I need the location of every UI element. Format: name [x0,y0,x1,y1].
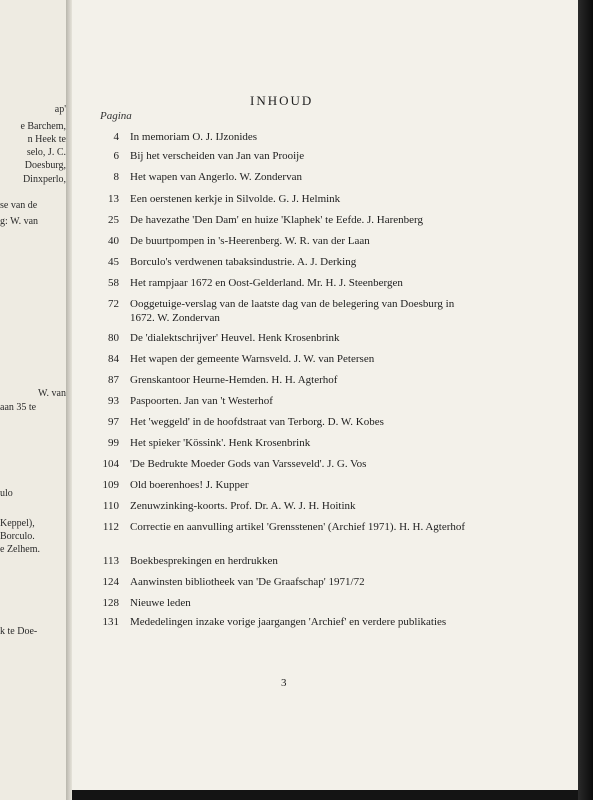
toc-entry [90,190,480,211]
toc-page-number: 25 [108,214,119,226]
toc-page-number: 58 [108,277,119,289]
toc-title: Het wapen der gemeente Warnsveld. J. W. van Petersen [130,353,375,365]
toc-entry [90,476,480,497]
toc-entry [90,455,480,476]
toc-title: Het rampjaar 1672 en Oost-Gelderland. Mr. H. J. Steenbergen [130,277,403,289]
facing-page-line: k te Doe- [0,626,38,637]
toc-page-number: 4 [113,131,119,143]
facing-page-line: Doesburg, [24,160,66,171]
toc-page-number: 84 [108,353,119,365]
toc-title: Mededelingen inzake vorige jaargangen 'Archief' en verdere publikaties [130,616,447,628]
toc-title: Een oerstenen kerkje in Silvolde. G. J. Helmink [130,193,341,205]
toc-title: Borculo's verdwenen tabaksindustrie. A. J. Derking [130,256,357,268]
toc-entry [90,329,480,350]
facing-page-line: se van de [0,200,38,211]
toc-entry [90,168,480,190]
toc-entry [90,274,480,295]
toc-entry [90,434,480,455]
facing-page-line: aan 35 te [0,402,37,413]
facing-page-line: e Barchem, [20,121,66,132]
toc-title: De 'dialektschrijver' Heuvel. Henk Krosenbrink [130,332,340,344]
toc-title: Grenskantoor Heurne-Hemden. H. H. Agterhof [130,374,338,386]
toc-page-number: 80 [108,332,119,344]
facing-page-line: Borculo. [0,531,35,542]
toc-page-number: 99 [108,437,119,449]
toc-title: Aanwinsten bibliotheek van 'De Graafschap' 1971/72 [130,576,365,588]
toc-entry [90,413,480,434]
page-heading: INHOUD [250,93,314,108]
toc-title: Correctie en aanvulling artikel 'Grensstenen' (Archief 1971). H. H. Agterhof [130,521,466,533]
toc-entry [90,128,480,147]
toc-entry [90,573,480,594]
toc-page-number: 93 [108,395,119,407]
toc-entry [90,497,480,518]
toc-title: Boekbesprekingen en herdrukken [130,555,278,567]
toc-page-number: 110 [102,500,119,512]
toc-title: De havezathe 'Den Dam' en huize 'Klaphek' te Eefde. J. Harenberg [130,214,423,226]
facing-page-line: Dinxperlo, [22,174,66,185]
toc-entry [90,232,480,253]
facing-page-line: W. van [38,388,66,399]
page-number: 3 [281,677,287,689]
facing-page-line: selo, J. C. [26,147,66,158]
toc-entry [90,253,480,274]
toc-title: De buurtpompen in 's-Heerenberg. W. R. van der Laan [130,235,370,247]
toc-page-number: 109 [102,479,119,491]
toc-title: In memoriam O. J. IJzonides [130,131,258,143]
toc-title: Het 'weggeld' in de hoofdstraat van Terborg. D. W. Kobes [130,416,384,428]
toc-title: 'De Bedrukte Moeder Gods van Varsseveld'. J. G. Vos [130,458,367,470]
toc-entry [90,392,480,413]
toc-page-number: 131 [102,616,119,628]
toc-page-number: 6 [113,150,119,162]
facing-page-line: ulo [0,488,13,499]
toc-page-number: 97 [108,416,119,428]
toc-title: Old boerenhoes! J. Kupper [130,479,249,491]
toc-page-number: 124 [102,576,119,588]
facing-page-line: ap' [54,104,66,115]
toc-title: Bij het verscheiden van Jan van Prooije [130,150,305,162]
toc-title: Ooggetuige-verslag van de laatste dag van de belegering van Doesburg in 1672. W. Zondervan [130,298,455,324]
pagina-column-label: Pagina [100,110,132,122]
toc-entry [90,147,480,168]
book-edge-shadow [578,0,593,800]
facing-page-line: g: W. van [0,216,39,227]
toc-page-number: 128 [102,597,119,609]
contents-page [72,0,578,790]
facing-page [0,0,66,800]
toc-title: Nieuwe leden [130,597,191,609]
facing-page-line: e Zelhem. [0,544,40,555]
toc-entry [90,371,480,392]
toc-page-number: 45 [108,256,119,268]
toc-page-number: 104 [102,458,119,470]
toc-page-number: 113 [102,555,119,567]
toc-entry [90,295,480,329]
toc-page-number: 87 [108,374,119,386]
toc-page-number: 112 [102,521,119,533]
toc-title: Zenuwzinking-koorts. Prof. Dr. A. W. J. H. Hoitink [130,500,356,512]
toc-entry [90,211,480,232]
toc-title: Het spieker 'Kössink'. Henk Krosenbrink [130,437,311,449]
toc-page-number: 8 [113,171,119,183]
toc-title: Paspoorten. Jan van 't Westerhof [130,395,273,407]
toc-page-number: 72 [108,298,119,310]
facing-page-line: Keppel), [0,518,35,529]
toc-entry [90,350,480,371]
toc-entry [90,613,480,647]
toc-page-number: 40 [108,235,119,247]
toc-entry [90,518,480,552]
toc-title: Het wapen van Angerlo. W. Zondervan [130,171,302,183]
toc-entry [90,594,480,613]
toc-entry [90,552,480,573]
table-of-contents [90,128,480,647]
facing-page-line: n Heek te [27,134,66,145]
toc-page-number: 13 [108,193,119,205]
